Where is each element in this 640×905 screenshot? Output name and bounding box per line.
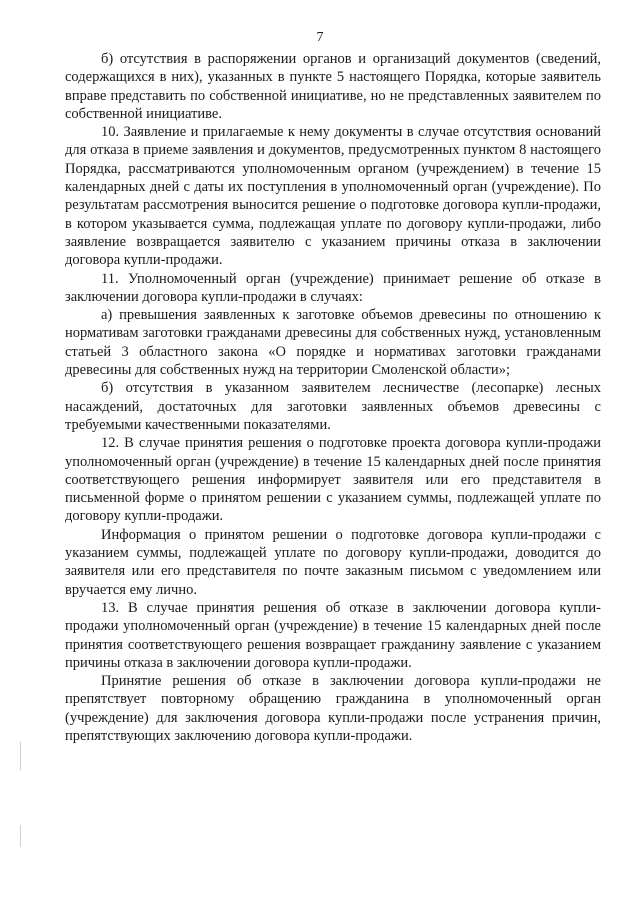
paragraph-clause-11: 11. Уполномоченный орган (учреждение) принимает решение об отказе в заключении договора купли-продажи в случаях:: [65, 270, 601, 305]
paragraph-item-b-missing-documents: б) отсутствия в распоряжении органов и организаций документов (сведений, содержащихся в них), указанных в пункте 5 настоящего Порядка, которые заявитель вправе представить по собственной инициативе, но не представленных заявителем по собственной инициативе.: [65, 51, 601, 122]
paragraph-clause-13-repeat-request: Принятие решения об отказе в заключении договора купли-продажи не препятствует повторному обращению гражданина в уполномоченный орган (учреждение) для заключения договора купли-продажи после устранения причин, препятствующих заключению договора купли-продажи.: [65, 673, 601, 744]
paragraph-clause-12: 12. В случае принятия решения о подготовке проекта договора купли-продажи уполномоченный орган (учреждение) в течение 15 календарных дней после принятия соответствующего решения информирует заявителя или его представителя в письменной форме о принятом решении с указанием суммы, подлежащей уплате по договору купли-продажи.: [65, 435, 601, 525]
paragraph-clause-10: 10. Заявление и прилагаемые к нему документы в случае отсутствия оснований для отказа в приеме заявления и документов, предусмотренных пунктом 8 настоящего Порядка, рассматриваются уполномоченным органом (учреждением) в течение 15 календарных дней с даты их поступления в уполномоченный орган (учреждение). По результатам рассмотрения выносится решение о подготовке договора купли-продажи, в котором указывается сумма, подлежащая уплате по договору купли-продажи, либо заявление возвращается заявителю с указанием причины отказа в заключении договора купли-продажи.: [65, 124, 601, 269]
paragraph-clause-11-item-a: а) превышения заявленных к заготовке объемов древесины по отношению к нормативам заготовки гражданами древесины для собственных нужд, установленным статьей 3 областного закона «О порядке и нормативах заготовки гражданами древесины для собственных нужд на территории Смоленской области»;: [65, 307, 601, 379]
page-number: 7: [316, 30, 324, 45]
document-body: [65, 50, 601, 745]
scan-margin-mark: [20, 825, 21, 847]
paragraph-clause-13: 13. В случае принятия решения об отказе в заключении договора купли-продажи уполномоченный орган (учреждение) в течение 15 календарных дней после принятия соответствующего решения возвращает гражданину заявление с указанием причины отказа в заключении договора купли-продажи.: [65, 599, 601, 671]
paragraph-clause-12-information: Информация о принятом решении о подготовке договора купли-продажи с указанием суммы, подлежащей уплате по договору купли-продажи, доводится до заявителя или его представителя по почте заказным письмом с уведомлением или вручается ему лично.: [65, 526, 601, 598]
paragraph-clause-11-item-b: б) отсутствия в указанном заявителем лесничестве (лесопарке) лесных насаждений, достаточных для заготовки заявленных объемов древесины с требуемыми качественными показателями.: [65, 380, 601, 433]
scan-margin-mark: [20, 742, 21, 770]
